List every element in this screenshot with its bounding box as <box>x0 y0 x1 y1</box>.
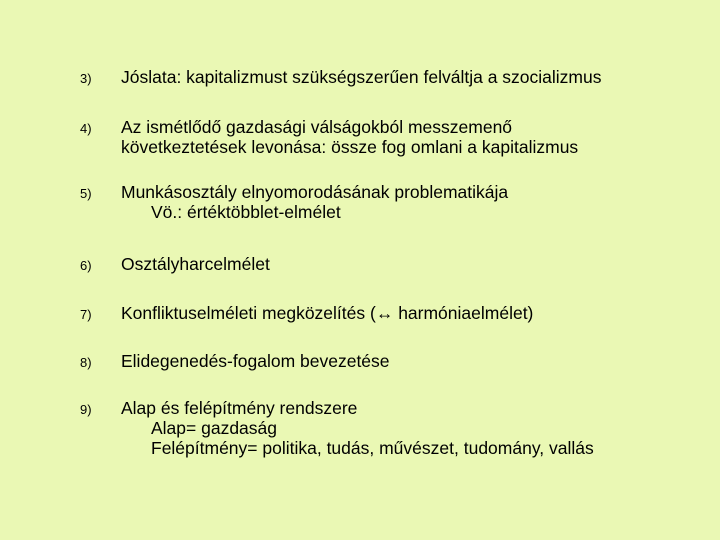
item-text <box>121 351 701 371</box>
item-text <box>121 67 701 87</box>
item-number: 7) <box>80 307 92 322</box>
item-number: 3) <box>80 71 92 86</box>
item-number: 4) <box>80 121 92 136</box>
item-text <box>121 254 701 274</box>
item-text <box>121 303 701 323</box>
item-subline: Felépítmény= politika, tudás, művészet, tudomány, vallás <box>151 438 594 458</box>
item-number: 8) <box>80 355 92 370</box>
item-line: következtetések levonása: össze fog omlani a kapitalizmus <box>121 137 579 157</box>
item-line: Jóslata: kapitalizmust szükségszerűen felváltja a szocializmus <box>121 67 602 87</box>
item-subline: Vö.: értéktöbblet-elmélet <box>151 202 341 222</box>
item-line: Osztályharcelmélet <box>121 254 270 274</box>
item-line: Munkásosztály elnyomorodásának problematikája <box>121 182 509 202</box>
item-number: 6) <box>80 258 92 273</box>
item-line: Alap és felépítmény rendszere <box>121 398 358 418</box>
item-number: 9) <box>80 402 92 417</box>
item-text <box>121 117 701 157</box>
item-line: Az ismétlődő gazdasági válságokból messzemenő <box>121 117 513 137</box>
item-text <box>121 182 701 222</box>
item-number: 5) <box>80 186 92 201</box>
item-line: Konfliktuselméleti megközelítés (↔ harmóniaelmélet) <box>121 303 534 323</box>
item-text <box>121 398 701 458</box>
item-line: Elidegenedés-fogalom bevezetése <box>121 351 390 371</box>
item-subline: Alap= gazdaság <box>151 418 278 438</box>
